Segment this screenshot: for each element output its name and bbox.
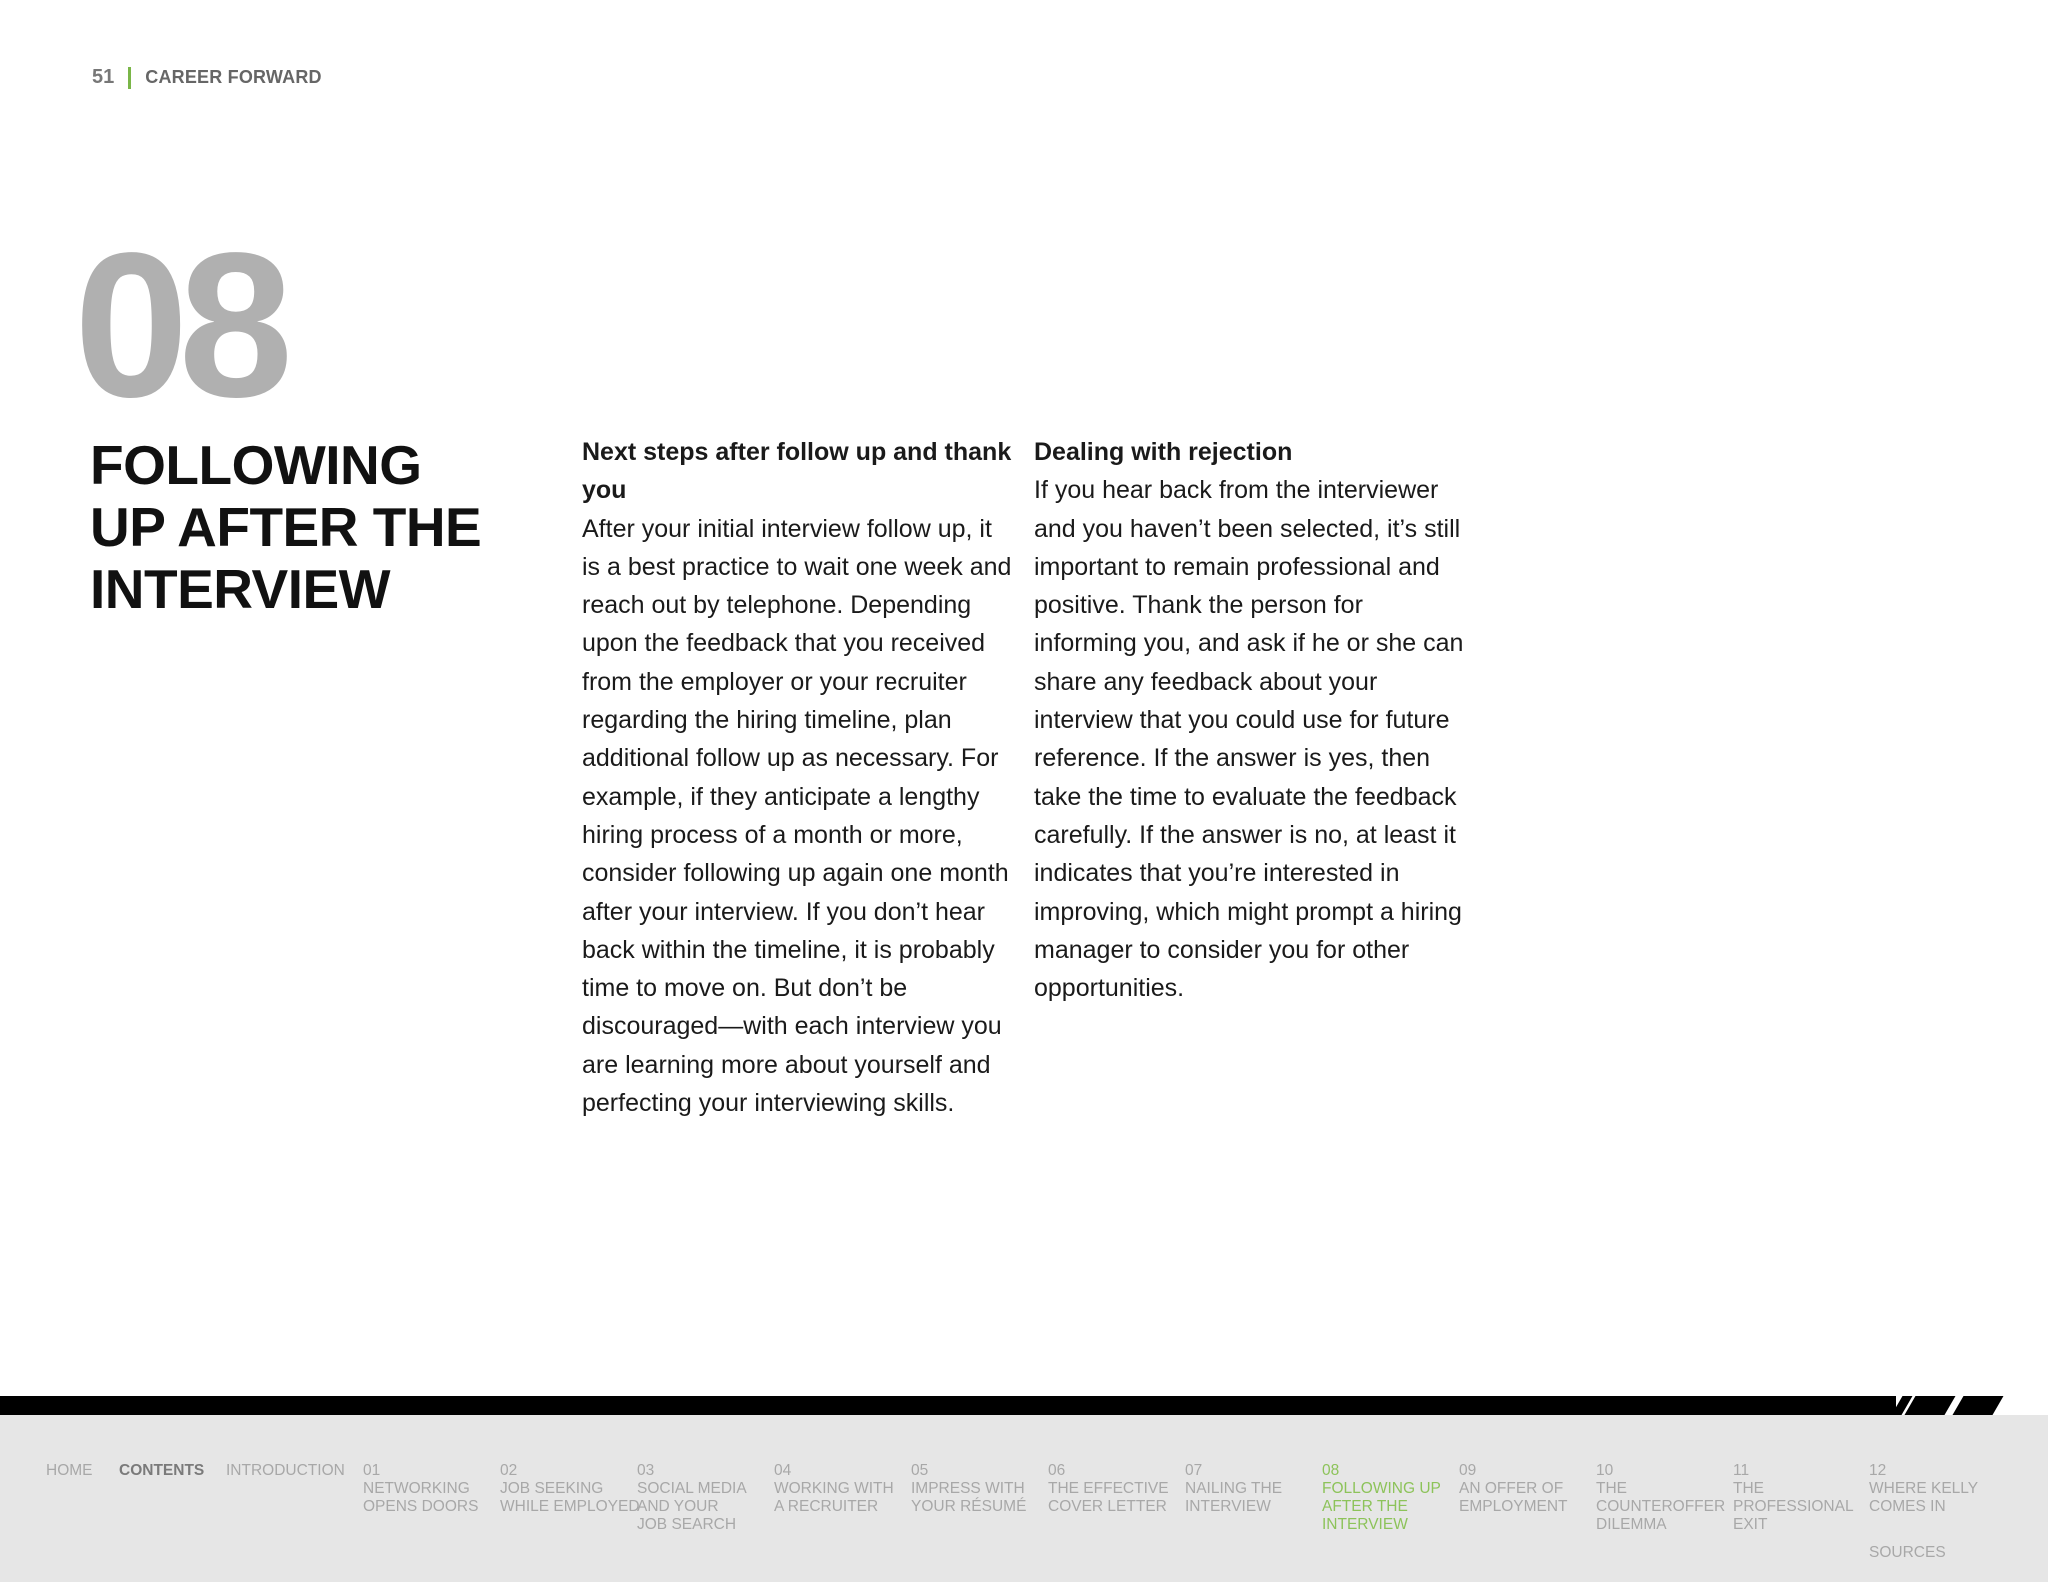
nav-introduction-link[interactable]: INTRODUCTION — [226, 1462, 345, 1479]
section-body: If you hear back from the interviewer and you haven’t been selected, it’s still important to remain professional and positive. Thank the person for informing you, and ask if he or she can share any feedback about your interview that you could use for future reference. If the answer is yes, then take the time to evaluate the feedback carefully. If the answer is no, at least it indicates that you’re interested in improving, which might prompt a hiring manager to consider you for other opportunities. — [1034, 476, 1464, 1003]
nav-chapter-10-link[interactable]: 10 THE COUNTEROFFER DILEMMA — [1596, 1462, 1726, 1533]
nav-chapter-06-link[interactable]: 06 THE EFFECTIVE COVER LETTER — [1048, 1462, 1169, 1515]
chapter-title-line: FOLLOWING — [90, 434, 422, 496]
nav-sources-link[interactable]: SOURCES — [1869, 1544, 1946, 1561]
nav-chapter-04-link[interactable]: 04 WORKING WITH A RECRUITER — [774, 1462, 894, 1515]
chapter-title-line: UP AFTER THE — [90, 496, 482, 558]
page-number: 51 — [92, 66, 115, 88]
nav-chapter-02-link[interactable]: 02 JOB SEEKING WHILE EMPLOYED — [500, 1462, 640, 1515]
nav-home-link[interactable]: HOME — [46, 1462, 93, 1479]
nav-chapter-11-link[interactable]: 11 THE PROFESSIONAL EXIT — [1733, 1462, 1854, 1533]
nav-chapter-12-link[interactable]: 12 WHERE KELLY COMES IN — [1869, 1462, 1979, 1515]
footer-bar-accent — [1953, 1396, 2004, 1415]
nav-contents-link[interactable]: CONTENTS — [119, 1462, 205, 1479]
section-heading: Dealing with rejection — [1034, 438, 1293, 466]
footer-bar-accent — [1905, 1396, 1956, 1415]
section-next-steps — [582, 433, 1012, 1122]
nav-chapter-03-link[interactable]: 03 SOCIAL MEDIA AND YOUR JOB SEARCH — [637, 1462, 747, 1533]
nav-chapter-07-link[interactable]: 07 NAILING THE INTERVIEW — [1185, 1462, 1283, 1515]
chapter-title — [90, 434, 510, 620]
nav-chapter-01-link[interactable]: 01 NETWORKING OPENS DOORS — [363, 1462, 479, 1515]
nav-chapter-05-link[interactable]: 05 IMPRESS WITH YOUR RÉSUMÉ — [911, 1462, 1027, 1515]
chapter-title-line: INTERVIEW — [90, 558, 391, 620]
section-body: After your initial interview follow up, it is a best practice to wait one week and reach out by telephone. Depending upon the feedback that you received from the employer or your recruiter regarding the hiring timeline, plan additional follow up as necessary. For example, if they anticipate a lengthy hiring process of a month or more, consider following up again one month after your interview. If you don’t hear back within the timeline, it is probably time to move on. But don’t be discouraged—with each interview you are learning more about yourself and perfecting your interviewing skills. — [582, 514, 1012, 1118]
nav-chapter-08-link-active[interactable]: 08 FOLLOWING UP AFTER THE INTERVIEW — [1322, 1462, 1441, 1533]
section-dealing-with-rejection — [1034, 433, 1464, 1007]
document-title: CAREER FORWARD — [145, 67, 322, 87]
nav-chapter-09-link[interactable]: 09 AN OFFER OF EMPLOYMENT — [1459, 1462, 1568, 1515]
running-header — [92, 66, 322, 89]
footer-divider-bar — [0, 1396, 1896, 1415]
chapter-number: 08 — [74, 210, 284, 440]
section-heading: Next steps after follow up and thank you — [582, 438, 1012, 505]
header-divider — [128, 67, 131, 89]
chapter-navigation — [0, 1415, 2048, 1582]
